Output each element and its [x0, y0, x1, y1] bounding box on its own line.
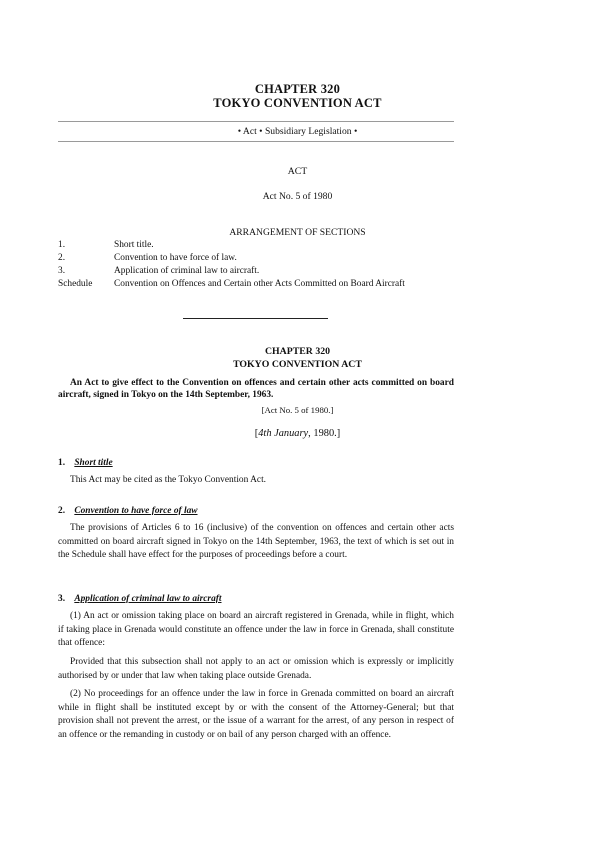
section-heading-1: [58, 458, 113, 468]
section-title: Application of criminal law to aircraft: [74, 594, 222, 604]
nav-divider: [58, 141, 454, 142]
act-title: TOKYO CONVENTION ACT: [213, 96, 382, 110]
toc-label: Convention to have force of law.: [114, 253, 237, 263]
section-heading-3: [58, 594, 222, 604]
chapter-heading: CHAPTER 320: [254, 82, 341, 96]
date-rest: , 1980.]: [308, 428, 341, 439]
toc-label: Convention on Offences and Certain other Acts Committed on Board Aircraft: [114, 279, 405, 289]
section-nav[interactable]: • Act • Subsidiary Legislation •: [237, 126, 358, 137]
toc-number: 1.: [58, 240, 66, 250]
top-divider: [58, 121, 454, 122]
toc-number: Schedule: [58, 279, 93, 289]
section-3-para-1: (1) An act or omission taking place on board an aircraft registered in Grenada, while in flight, which if taking place in Grenada would constitute an offence under the law in force in Grenada, shall constitute that offence:: [58, 611, 454, 649]
act-label: ACT: [287, 166, 308, 177]
toc-number: 2.: [58, 253, 66, 263]
date-open-bracket: [: [254, 428, 259, 439]
body-act-title: TOKYO CONVENTION ACT: [233, 359, 362, 370]
date-italic: 4th January: [258, 428, 309, 439]
section-1-para: This Act may be cited as the Tokyo Convention Act.: [70, 475, 267, 485]
toc-label: Application of criminal law to aircraft.: [114, 266, 260, 276]
section-3-proviso: Provided that this subsection shall not apply to an act or omission which is expressly or implicitly authorised by or under that law when taking place outside Grenada.: [58, 657, 454, 681]
toc-number: 3.: [58, 266, 66, 276]
arrangement-heading: ARRANGEMENT OF SECTIONS: [229, 227, 366, 238]
act-reference: [Act No. 5 of 1980.]: [261, 405, 334, 415]
commencement-date: [0, 428, 595, 439]
section-number: 1.: [58, 458, 66, 468]
section-heading-2: [58, 506, 198, 516]
section-2-para: The provisions of Articles 6 to 16 (inclusive) of the convention on offences and certain other acts committed on board aircraft signed in Tokyo on the 14th September, 1963, the text of which is set out in the Schedule shall have effect for the purposes of proceedings before a court.: [58, 523, 454, 561]
section-3-para-2: (2) No proceedings for an offence under the law in force in Grenada committed on board an aircraft while in flight shall be instituted except by or with the consent of the Attorney-General; but that provision shall not prevent the arrest, or the issue of a warrant for the arrest, of any person in respect of an offence or the remanding in custody or on bail of any person charged with an offence.: [58, 689, 454, 740]
section-title: Short title: [74, 458, 113, 468]
section-title: Convention to have force of law: [74, 506, 198, 516]
section-number: 2.: [58, 506, 66, 516]
toc-divider: [183, 318, 328, 319]
section-number: 3.: [58, 594, 66, 604]
act-number: Act No. 5 of 1980: [262, 191, 333, 202]
body-chapter-heading: CHAPTER 320: [264, 346, 331, 357]
toc-label: Short title.: [114, 240, 154, 250]
long-title: An Act to give effect to the Convention on offences and certain other acts committed on board aircraft, signed in Tokyo on the 14th September, 1963.: [58, 378, 454, 400]
